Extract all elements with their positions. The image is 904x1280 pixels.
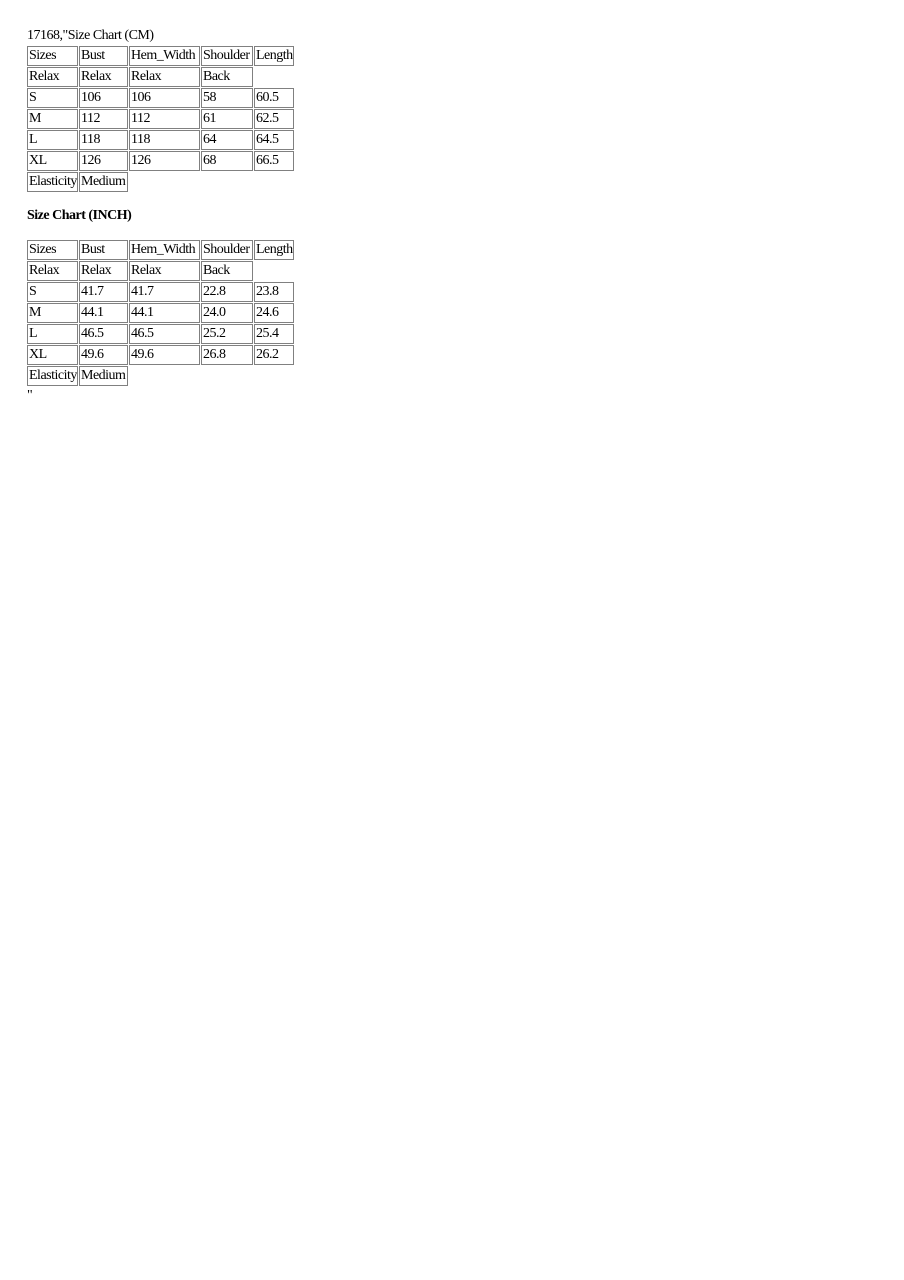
inch-cell: 44.1 bbox=[79, 303, 128, 323]
cm-cell: S bbox=[27, 88, 78, 108]
inch-cell: M bbox=[27, 303, 78, 323]
cm-cell: 64 bbox=[201, 130, 253, 150]
inch-row bbox=[27, 345, 294, 365]
cm-footer-cell: Medium bbox=[79, 172, 128, 192]
cm-cell: Relax bbox=[129, 67, 200, 87]
inch-footer-cell: Medium bbox=[79, 366, 128, 386]
inch-cell: Bust bbox=[79, 240, 128, 260]
cm-cell: 112 bbox=[79, 109, 128, 129]
inch-footer-row bbox=[27, 366, 294, 386]
cm-cell: 106 bbox=[129, 88, 200, 108]
inch-cell: 41.7 bbox=[79, 282, 128, 302]
cm-cell bbox=[254, 67, 294, 87]
inch-row bbox=[27, 240, 294, 260]
cm-cell: 62.5 bbox=[254, 109, 294, 129]
inch-cell: 25.2 bbox=[201, 324, 253, 344]
cm-row bbox=[27, 88, 294, 108]
document bbox=[27, 27, 295, 405]
intro-text: 17168,"Size Chart (CM) bbox=[27, 28, 154, 43]
cm-cell: 106 bbox=[79, 88, 128, 108]
inch-cell: Length bbox=[254, 240, 294, 260]
cm-cell: Shoulder bbox=[201, 46, 253, 66]
inch-cell: 25.4 bbox=[254, 324, 294, 344]
inch-row bbox=[27, 261, 294, 281]
cm-cell: Sizes bbox=[27, 46, 78, 66]
cm-cell: Length bbox=[254, 46, 294, 66]
inch-cell: 46.5 bbox=[79, 324, 128, 344]
inch-cell: S bbox=[27, 282, 78, 302]
cm-cell: Back bbox=[201, 67, 253, 87]
inch-cell: Relax bbox=[27, 261, 78, 281]
cm-row bbox=[27, 46, 294, 66]
cm-cell: 68 bbox=[201, 151, 253, 171]
inch-cell: 49.6 bbox=[79, 345, 128, 365]
cm-cell: 60.5 bbox=[254, 88, 294, 108]
cm-footer-cell: Elasticity bbox=[27, 172, 78, 192]
inch-row bbox=[27, 282, 294, 302]
inch-cell: 24.0 bbox=[201, 303, 253, 323]
cm-cell: Relax bbox=[79, 67, 128, 87]
cm-footer-row bbox=[27, 172, 294, 192]
inch-cell: Relax bbox=[129, 261, 200, 281]
inch-cell bbox=[254, 261, 294, 281]
inch-cell: 24.6 bbox=[254, 303, 294, 323]
inch-cell: 44.1 bbox=[129, 303, 200, 323]
inch-cell: Shoulder bbox=[201, 240, 253, 260]
cm-cell: 112 bbox=[129, 109, 200, 129]
inch-cell: XL bbox=[27, 345, 78, 365]
cm-row bbox=[27, 130, 294, 150]
inch-row bbox=[27, 324, 294, 344]
closing-quote: " bbox=[27, 388, 33, 403]
inch-cell: 49.6 bbox=[129, 345, 200, 365]
cm-cell: Bust bbox=[79, 46, 128, 66]
inch-cell: Sizes bbox=[27, 240, 78, 260]
inch-cell: 26.2 bbox=[254, 345, 294, 365]
cm-row bbox=[27, 67, 294, 87]
inch-cell: 41.7 bbox=[129, 282, 200, 302]
inch-cell: L bbox=[27, 324, 78, 344]
cm-row bbox=[27, 151, 294, 171]
inch-cell: Back bbox=[201, 261, 253, 281]
cm-cell: 58 bbox=[201, 88, 253, 108]
cm-cell: M bbox=[27, 109, 78, 129]
inch-row bbox=[27, 303, 294, 323]
cm-cell: 66.5 bbox=[254, 151, 294, 171]
cm-cell: Relax bbox=[27, 67, 78, 87]
inch-footer-cell: Elasticity bbox=[27, 366, 78, 386]
size-chart-cm-table bbox=[26, 45, 295, 193]
inch-cell: 26.8 bbox=[201, 345, 253, 365]
cm-cell: 126 bbox=[129, 151, 200, 171]
inch-cell: 46.5 bbox=[129, 324, 200, 344]
cm-cell: 64.5 bbox=[254, 130, 294, 150]
inch-cell: 23.8 bbox=[254, 282, 294, 302]
size-chart-inch-table bbox=[26, 239, 295, 387]
cm-cell: 61 bbox=[201, 109, 253, 129]
inch-cell: 22.8 bbox=[201, 282, 253, 302]
cm-cell: L bbox=[27, 130, 78, 150]
cm-cell: 118 bbox=[79, 130, 128, 150]
cm-row bbox=[27, 109, 294, 129]
cm-cell: Hem_Width bbox=[129, 46, 200, 66]
cm-cell: 126 bbox=[79, 151, 128, 171]
cm-cell: XL bbox=[27, 151, 78, 171]
inch-cell: Hem_Width bbox=[129, 240, 200, 260]
size-chart-inch-heading: Size Chart (INCH) bbox=[27, 208, 132, 223]
cm-cell: 118 bbox=[129, 130, 200, 150]
inch-cell: Relax bbox=[79, 261, 128, 281]
